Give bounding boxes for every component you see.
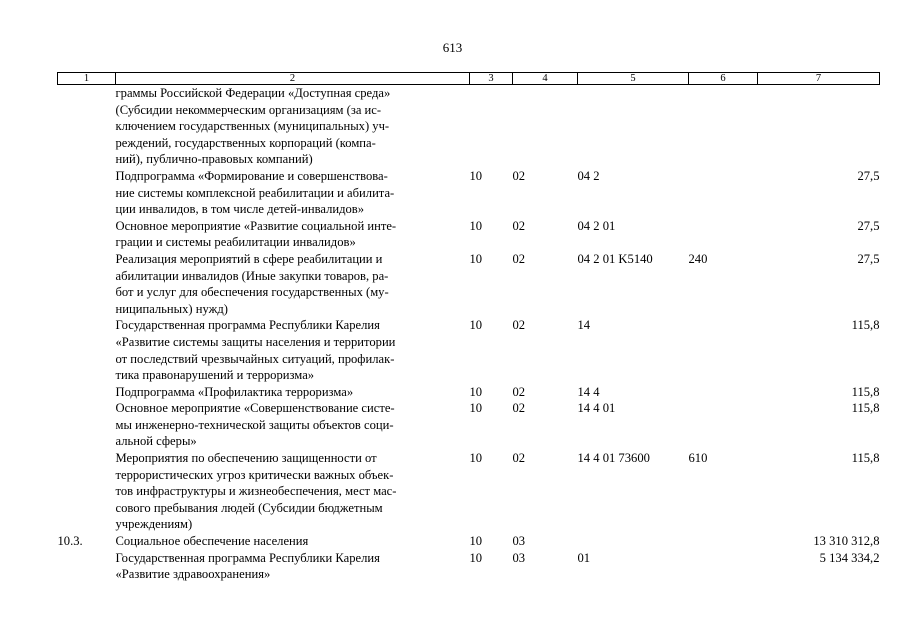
- section-code: [470, 85, 513, 168]
- row-description: [116, 384, 470, 401]
- description-line: Основное мероприятие «Совершенствование систе-: [115, 401, 395, 416]
- target-article-code: 04 2: [577, 168, 600, 183]
- column-header: 7: [758, 73, 880, 85]
- description-line: Мероприятия по обеспечению защищенности от: [115, 451, 377, 466]
- section-code: 10: [469, 218, 483, 233]
- target-article-code: 01: [577, 550, 591, 565]
- description-line: ниципальных) нужд): [115, 301, 228, 316]
- description-line: тов инфраструктуры и жизнеобеспечения, мест мас-: [115, 484, 397, 499]
- row-description: [116, 168, 470, 218]
- description-line: Подпрограмма «Профилактика терроризма»: [115, 384, 354, 399]
- description-line: (Субсидии некоммерческим организациям (за ис-: [115, 102, 382, 117]
- row-number: [58, 168, 116, 218]
- amount: 115,8: [851, 451, 880, 466]
- subsection-code: 02: [512, 318, 526, 333]
- expense-type-code: [689, 168, 758, 218]
- expense-type-code: 610: [688, 451, 708, 466]
- expense-type-code: [689, 400, 758, 450]
- description-line: Государственная программа Республики Карелия: [115, 550, 380, 565]
- description-line: грации и системы реабилитации инвалидов»: [115, 235, 356, 250]
- description-line: Реализация мероприятий в сфере реабилитации и: [115, 251, 383, 266]
- row-number: 10.3.: [57, 534, 83, 549]
- section-code: 10: [469, 318, 483, 333]
- table-row: [58, 533, 880, 550]
- target-article-code: 14 4 01 73600: [577, 451, 650, 466]
- description-line: «Развитие здравоохранения»: [115, 567, 271, 582]
- amount: 13 310 312,8: [813, 534, 880, 549]
- description-line: террористических угроз критически важных объек-: [115, 467, 394, 482]
- expense-type-code: [689, 85, 758, 168]
- row-description: [116, 317, 470, 383]
- section-code: 10: [469, 401, 483, 416]
- amount: 27,5: [857, 251, 880, 266]
- expense-type-code: [689, 218, 758, 251]
- description-line: бот и услуг для обеспечения государственных (му-: [115, 285, 389, 300]
- description-line: абилитации инвалидов (Иные закупки товаров, ра-: [115, 268, 389, 283]
- table-row: [58, 85, 880, 168]
- row-number: [58, 218, 116, 251]
- target-article-code: 14 4 01: [577, 401, 616, 416]
- table-row: [58, 168, 880, 218]
- description-line: ний), публично-правовых компаний): [115, 152, 313, 167]
- table-row: [58, 450, 880, 533]
- description-line: «Развитие системы защиты населения и территории: [115, 334, 396, 349]
- header-row: [58, 73, 880, 85]
- row-description: [116, 550, 470, 583]
- subsection-code: 03: [512, 534, 526, 549]
- description-line: альной сферы»: [115, 434, 197, 449]
- row-description: [116, 400, 470, 450]
- description-line: ции инвалидов, в том числе детей-инвалидов»: [115, 202, 365, 217]
- table-body: [58, 85, 880, 583]
- subsection-code: 03: [512, 550, 526, 565]
- row-description: [116, 533, 470, 550]
- description-line: Государственная программа Республики Карелия: [115, 318, 380, 333]
- target-article-code: 14: [577, 318, 591, 333]
- row-description: [116, 251, 470, 317]
- table-row: [58, 384, 880, 401]
- row-number: [58, 85, 116, 168]
- description-line: ключением государственных (муниципальных) уч-: [115, 119, 390, 134]
- subsection-code: 02: [512, 251, 526, 266]
- section-code: 10: [469, 550, 483, 565]
- subsection-code: 02: [512, 168, 526, 183]
- row-number: [58, 550, 116, 583]
- section-code: 10: [469, 451, 483, 466]
- description-line: от последствий чрезвычайных ситуаций, профилак-: [115, 351, 395, 366]
- expense-type-code: 240: [688, 251, 708, 266]
- page-number: 613: [442, 40, 463, 55]
- row-description: [116, 218, 470, 251]
- subsection-code: 02: [512, 451, 526, 466]
- row-number: [58, 400, 116, 450]
- table-row: [58, 251, 880, 317]
- column-header: 2: [116, 73, 470, 85]
- target-article-code: 04 2 01: [577, 218, 616, 233]
- subsection-code: 02: [512, 384, 526, 399]
- description-line: граммы Российской Федерации «Доступная среда»: [115, 86, 391, 100]
- column-header: 4: [513, 73, 578, 85]
- subsection-code: 02: [512, 401, 526, 416]
- section-code: 10: [469, 534, 483, 549]
- expense-type-code: [689, 317, 758, 383]
- subsection-code: [513, 85, 578, 168]
- amount: 27,5: [857, 168, 880, 183]
- section-code: 10: [469, 251, 483, 266]
- column-header: 6: [689, 73, 758, 85]
- row-number: [58, 384, 116, 401]
- section-code: 10: [469, 168, 483, 183]
- description-line: тика правонарушений и терроризма»: [115, 368, 315, 383]
- expense-type-code: [689, 550, 758, 583]
- target-article-code: 04 2 01 K5140: [577, 251, 653, 266]
- section-code: 10: [469, 384, 483, 399]
- amount: 27,5: [857, 218, 880, 233]
- column-header: 1: [58, 73, 116, 85]
- table-row: [58, 550, 880, 583]
- target-article-code: [578, 533, 689, 550]
- row-description: [116, 85, 470, 168]
- description-line: мы инженерно-технической защиты объектов соци-: [115, 417, 394, 432]
- column-header: 5: [578, 73, 689, 85]
- amount: 115,8: [851, 401, 880, 416]
- table-row: [58, 218, 880, 251]
- target-article-code: [578, 85, 689, 168]
- description-line: Подпрограмма «Формирование и совершенствова-: [115, 168, 388, 183]
- description-line: учреждениям): [115, 517, 193, 532]
- expense-type-code: [689, 384, 758, 401]
- subsection-code: 02: [512, 218, 526, 233]
- description-line: Основное мероприятие «Развитие социальной инте-: [115, 218, 397, 233]
- column-header: 3: [470, 73, 513, 85]
- table-row: [58, 400, 880, 450]
- row-number: [58, 450, 116, 533]
- table-row: [58, 317, 880, 383]
- description-line: сового пребывания людей (Субсидии бюджетным: [115, 500, 383, 515]
- description-line: Социальное обеспечение населения: [115, 534, 309, 549]
- amount: 115,8: [851, 384, 880, 399]
- amount: 115,8: [851, 318, 880, 333]
- amount: [758, 85, 880, 168]
- row-number: [58, 317, 116, 383]
- amount: 5 134 334,2: [819, 550, 880, 565]
- row-description: [116, 450, 470, 533]
- description-line: реждений, государственных корпораций (компа-: [115, 135, 376, 150]
- budget-table: [57, 72, 880, 583]
- target-article-code: 14 4: [577, 384, 600, 399]
- row-number: [58, 251, 116, 317]
- description-line: ние системы комплексной реабилитации и абилита-: [115, 185, 395, 200]
- expense-type-code: [689, 533, 758, 550]
